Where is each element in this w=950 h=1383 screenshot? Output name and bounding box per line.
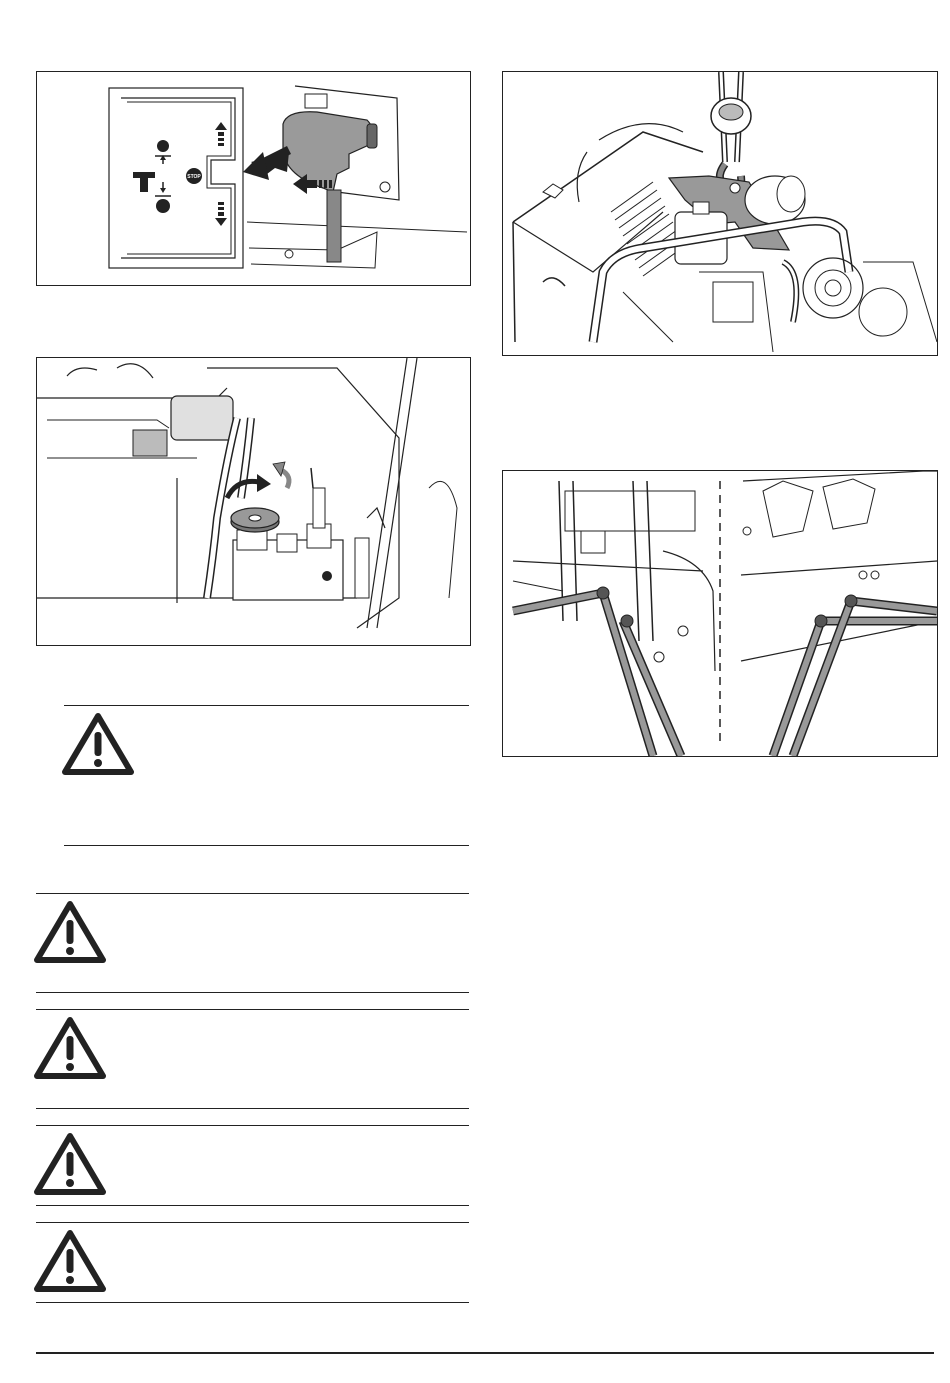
warning-5-bottom-rule xyxy=(36,1302,469,1303)
warning-5-top-rule xyxy=(36,1222,469,1223)
lifting-figure xyxy=(502,71,938,356)
stop-label: STOP xyxy=(187,174,201,180)
warning-triangle-icon xyxy=(34,1132,106,1196)
warning-2-bottom-rule xyxy=(36,992,469,993)
warning-triangle-icon xyxy=(34,900,106,964)
warning-1-top-rule xyxy=(64,705,469,706)
warning-4-bottom-rule xyxy=(36,1205,469,1206)
warning-triangle-icon xyxy=(34,1229,106,1293)
footer-rule xyxy=(36,1352,934,1354)
warning-triangle-icon xyxy=(34,1016,106,1080)
warning-3-top-rule xyxy=(36,1009,469,1010)
tie-down-straps-illustration xyxy=(503,471,937,756)
fuel-valve-figure xyxy=(36,357,471,646)
warning-triangle-icon xyxy=(62,712,134,776)
warning-1-bottom-rule xyxy=(64,845,469,846)
throttle-lever-illustration xyxy=(37,72,470,285)
throttle-figure xyxy=(36,71,471,286)
tie-down-figure xyxy=(502,470,938,757)
warning-4-top-rule xyxy=(36,1125,469,1126)
warning-2-top-rule xyxy=(36,893,469,894)
fuel-valve-illustration xyxy=(37,358,470,645)
warning-3-bottom-rule xyxy=(36,1108,469,1109)
lifting-hook-illustration xyxy=(503,72,937,355)
